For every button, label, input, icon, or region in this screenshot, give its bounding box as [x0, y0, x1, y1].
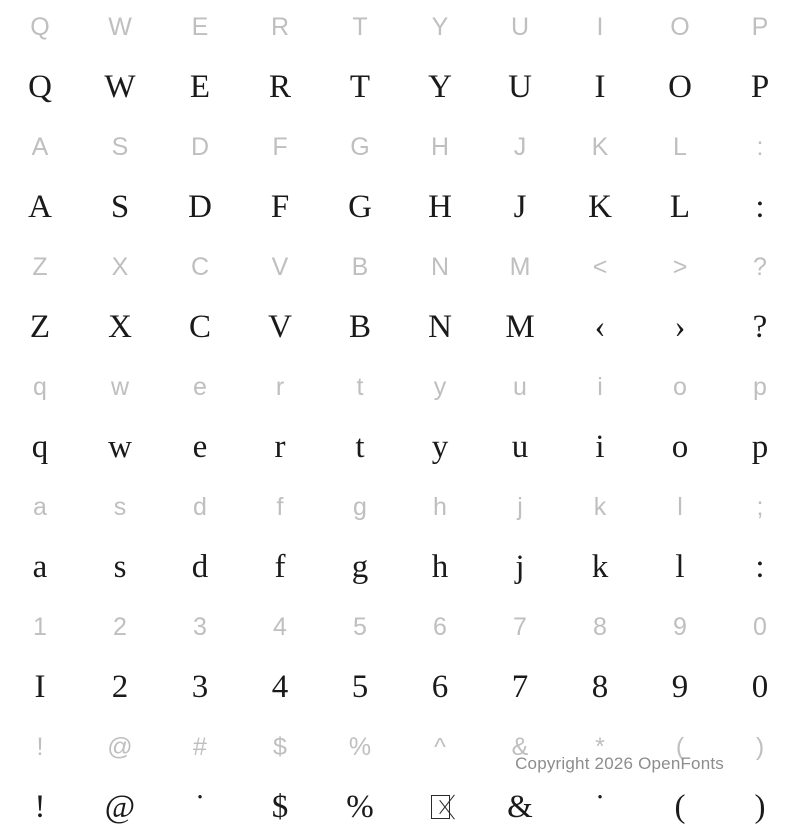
glyph-cell: C: [188, 308, 211, 345]
glyph-cell: q: [31, 428, 49, 465]
key-label-cell: d: [193, 492, 207, 521]
glyph-cell: 4: [271, 668, 289, 705]
key-label-row: [0, 0, 800, 54]
glyph-cell: l: [675, 548, 685, 585]
key-label-cell: T: [352, 12, 368, 41]
glyph-cell: @: [104, 788, 136, 825]
key-label-cell: 4: [273, 612, 287, 641]
key-label-row: [0, 240, 800, 294]
key-label-cell: F: [272, 132, 288, 161]
key-label-cell: D: [190, 132, 210, 161]
glyph-cell: S: [110, 188, 130, 225]
key-label-cell: 7: [513, 612, 527, 641]
key-label-cell: &: [511, 732, 529, 761]
key-label-cell: Y: [431, 12, 449, 41]
glyph-cell: 8: [591, 668, 609, 705]
glyph-cell: 9: [671, 668, 689, 705]
glyph-cell: L: [669, 188, 691, 225]
key-label-cell: r: [275, 372, 285, 401]
key-label-cell: U: [510, 12, 530, 41]
key-label-cell: f: [276, 492, 284, 521]
key-label-cell: ): [755, 732, 765, 761]
glyph-row: [0, 774, 800, 840]
key-label-cell: G: [350, 132, 370, 161]
glyph-cell: r: [274, 428, 286, 465]
glyph-cell-missing: [400, 795, 480, 819]
key-label-cell: e: [193, 372, 207, 401]
key-label-cell: L: [673, 132, 687, 161]
key-label-cell: t: [356, 372, 364, 401]
key-label-cell: W: [108, 12, 132, 41]
key-label-cell: R: [270, 12, 290, 41]
missing-glyph-icon: [431, 795, 450, 819]
key-label-cell: I: [596, 12, 604, 41]
key-label-cell: ^: [434, 732, 446, 761]
glyph-cell: ˙: [194, 788, 206, 825]
key-label-cell: g: [353, 492, 367, 521]
key-label-cell: #: [193, 732, 207, 761]
glyph-cell: R: [268, 68, 291, 105]
glyph-cell: s: [113, 548, 127, 585]
key-label-cell: a: [33, 492, 47, 521]
key-label-cell: %: [348, 732, 372, 761]
key-label-cell: k: [593, 492, 607, 521]
glyph-cell: M: [505, 308, 535, 345]
key-label-cell: o: [673, 372, 687, 401]
glyph-cell: (: [674, 788, 686, 825]
key-label-cell: i: [597, 372, 603, 401]
copyright-notice: Copyright 2026 OpenFonts: [515, 754, 724, 773]
key-label-cell: K: [591, 132, 609, 161]
glyph-row: [0, 294, 800, 360]
glyph-cell: p: [751, 428, 769, 465]
glyph-cell: X: [108, 308, 132, 345]
key-label-cell: y: [433, 372, 447, 401]
glyph-cell: o: [671, 428, 689, 465]
glyph-cell: t: [355, 428, 365, 465]
key-label-cell: B: [351, 252, 369, 281]
glyph-cell: Y: [428, 68, 452, 105]
key-label-cell: w: [110, 372, 130, 401]
glyph-cell: y: [431, 428, 449, 465]
key-label-row: [0, 360, 800, 414]
key-label-cell: 2: [113, 612, 127, 641]
key-label-cell: !: [36, 732, 44, 761]
glyph-cell: U: [508, 68, 532, 105]
key-label-cell: >: [672, 252, 688, 281]
glyph-cell: ‹: [594, 308, 606, 345]
key-label-cell: 1: [33, 612, 47, 641]
key-label-cell: u: [513, 372, 527, 401]
glyph-cell: 7: [511, 668, 529, 705]
key-label-cell: 9: [673, 612, 687, 641]
glyph-cell: H: [428, 188, 452, 225]
glyph-cell: P: [750, 68, 770, 105]
glyph-cell: w: [108, 428, 132, 465]
glyph-cell: f: [274, 548, 286, 585]
glyph-cell: g: [351, 548, 369, 585]
glyph-cell: 2: [111, 668, 129, 705]
key-label-cell: O: [670, 12, 690, 41]
key-label-cell: X: [111, 252, 129, 281]
glyph-cell: 0: [751, 668, 769, 705]
glyph-cell: $: [271, 788, 289, 825]
glyph-cell: N: [428, 308, 452, 345]
key-label-cell: ;: [756, 492, 764, 521]
glyph-cell: G: [348, 188, 372, 225]
key-label-cell: Z: [32, 252, 48, 281]
glyph-cell: k: [591, 548, 609, 585]
glyph-cell: D: [188, 188, 212, 225]
key-label-cell: Q: [30, 12, 50, 41]
glyph-cell: :: [755, 548, 765, 585]
key-label-cell: P: [751, 12, 769, 41]
key-label-cell: N: [430, 252, 450, 281]
glyph-cell: Z: [29, 308, 51, 345]
key-label-cell: (: [675, 732, 685, 761]
key-label-cell: :: [756, 132, 764, 161]
glyph-cell: u: [511, 428, 529, 465]
key-label-cell: <: [592, 252, 608, 281]
key-label-cell: ?: [753, 252, 767, 281]
glyph-cell: ): [754, 788, 766, 825]
key-label-cell: s: [113, 492, 127, 521]
key-label-cell: j: [517, 492, 523, 521]
key-label-row: [0, 120, 800, 174]
glyph-row: [0, 174, 800, 240]
glyph-cell: h: [431, 548, 449, 585]
key-label-cell: A: [31, 132, 49, 161]
key-label-cell: l: [677, 492, 683, 521]
glyph-cell: 5: [351, 668, 369, 705]
glyph-cell: ›: [674, 308, 686, 345]
key-label-row: [0, 600, 800, 654]
glyph-row: [0, 534, 800, 600]
glyph-cell: 6: [431, 668, 449, 705]
key-label-cell: 5: [353, 612, 367, 641]
key-label-cell: J: [513, 132, 527, 161]
key-label-cell: 6: [433, 612, 447, 641]
glyph-cell: W: [104, 68, 136, 105]
glyph-cell: B: [348, 308, 371, 345]
key-label-cell: 0: [753, 612, 767, 641]
key-label-cell: S: [111, 132, 129, 161]
glyph-cell: %: [346, 788, 374, 825]
glyph-cell: j: [515, 548, 525, 585]
key-label-cell: H: [430, 132, 450, 161]
glyph-cell: A: [28, 188, 52, 225]
glyph-cell: ˙: [594, 788, 606, 825]
glyph-cell: K: [588, 188, 612, 225]
glyph-cell: 3: [191, 668, 209, 705]
key-label-cell: h: [433, 492, 447, 521]
glyph-cell: a: [32, 548, 48, 585]
glyph-cell: &: [507, 788, 533, 825]
key-label-cell: 3: [193, 612, 207, 641]
key-label-cell: M: [509, 252, 531, 281]
glyph-cell: I: [34, 668, 46, 705]
glyph-cell: !: [34, 788, 46, 825]
key-label-cell: C: [190, 252, 210, 281]
glyph-cell: e: [192, 428, 208, 465]
glyph-row: [0, 414, 800, 480]
glyph-row: [0, 654, 800, 720]
glyph-cell: ?: [752, 308, 768, 345]
glyph-cell: :: [755, 188, 765, 225]
key-label-cell: 8: [593, 612, 607, 641]
glyph-cell: Q: [28, 68, 52, 105]
key-label-row: [0, 480, 800, 534]
glyph-cell: I: [594, 68, 606, 105]
glyph-cell: F: [270, 188, 290, 225]
key-label-cell: $: [273, 732, 287, 761]
glyph-cell: d: [191, 548, 209, 585]
key-label-cell: @: [107, 732, 133, 761]
glyph-cell: E: [189, 68, 211, 105]
key-label-cell: *: [595, 732, 605, 761]
glyph-cell: J: [513, 188, 527, 225]
key-label-cell: V: [271, 252, 289, 281]
key-label-cell: q: [33, 372, 47, 401]
glyph-row: [0, 54, 800, 120]
glyph-cell: i: [595, 428, 605, 465]
key-label-cell: p: [753, 372, 767, 401]
glyph-cell: T: [349, 68, 371, 105]
glyph-cell: V: [268, 308, 292, 345]
glyph-cell: O: [668, 68, 692, 105]
key-label-cell: E: [191, 12, 209, 41]
